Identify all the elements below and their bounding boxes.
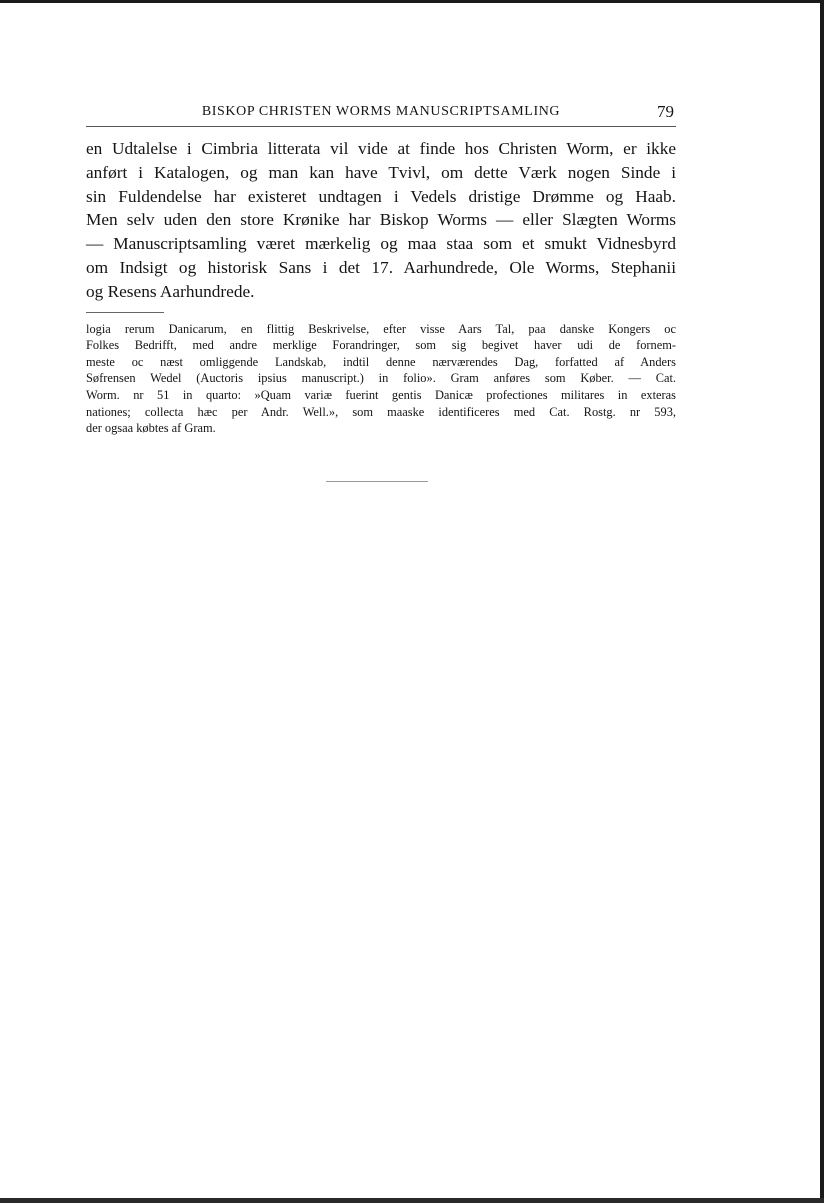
end-of-text-rule [326,481,428,482]
footnote [86,321,676,437]
main-paragraph [86,137,676,304]
body-line: — Manuscriptsamling været mærkelig og maa staa som et smukt Vidnesbyrd [86,234,676,254]
scan-border-bottom [0,1198,824,1203]
body-line: anført i Katalogen, og man kan have Tvivl, om dette Værk nogen Sinde i [86,162,676,182]
body-line: og Resens Aarhundrede. [86,281,255,301]
body-line: sin Fuldendelse har existeret undtagen i Vedels dristige Drømme og Haab. [86,186,676,206]
footnote-line: Worm. nr 51 in quarto: »Quam variæ fuerint gentis Danicæ profectiones militares in exteras [86,387,676,402]
scan-border-top [0,0,824,3]
book-page [86,100,676,437]
running-head [86,100,676,127]
footnote-line: der ogsaa købtes af Gram. [86,421,216,436]
running-title: BISKOP CHRISTEN WORMS MANUSCRIPTSAMLING [201,104,561,119]
footnote-line: Folkes Bedrifft, med andre merklige Forandringer, som sig begivet haver udi de fornem- [86,338,676,353]
body-line: en Udtalelse i Cimbria litterata vil vide at finde hos Christen Worm, er ikke [86,139,676,158]
footnote-line: nationes; collecta hæc per Andr. Well.», som maaske identificeres med Cat. Rostg. nr 593, [86,404,676,419]
footnote-line: meste oc næst omliggende Landskab, indtil denne nærværendes Dag, forfatted af Anders [86,354,676,369]
footnote-line: Søfrensen Wedel (Auctoris ipsius manuscript.) in folio». Gram anføres som Køber. — Cat. [86,371,676,386]
footnote-separator [86,312,164,313]
body-line: om Indsigt og historisk Sans i det 17. Aarhundrede, Ole Worms, Stephanii [86,257,676,277]
scan-border-right [820,0,824,1203]
body-line: Men selv uden den store Krønike har Biskop Worms — eller Slægten Worms [86,210,676,230]
footnote-line: logia rerum Danicarum, en flittig Beskrivelse, efter visse Aars Tal, paa danske Kongers oc [86,321,676,336]
page-number: 79 [657,102,674,121]
